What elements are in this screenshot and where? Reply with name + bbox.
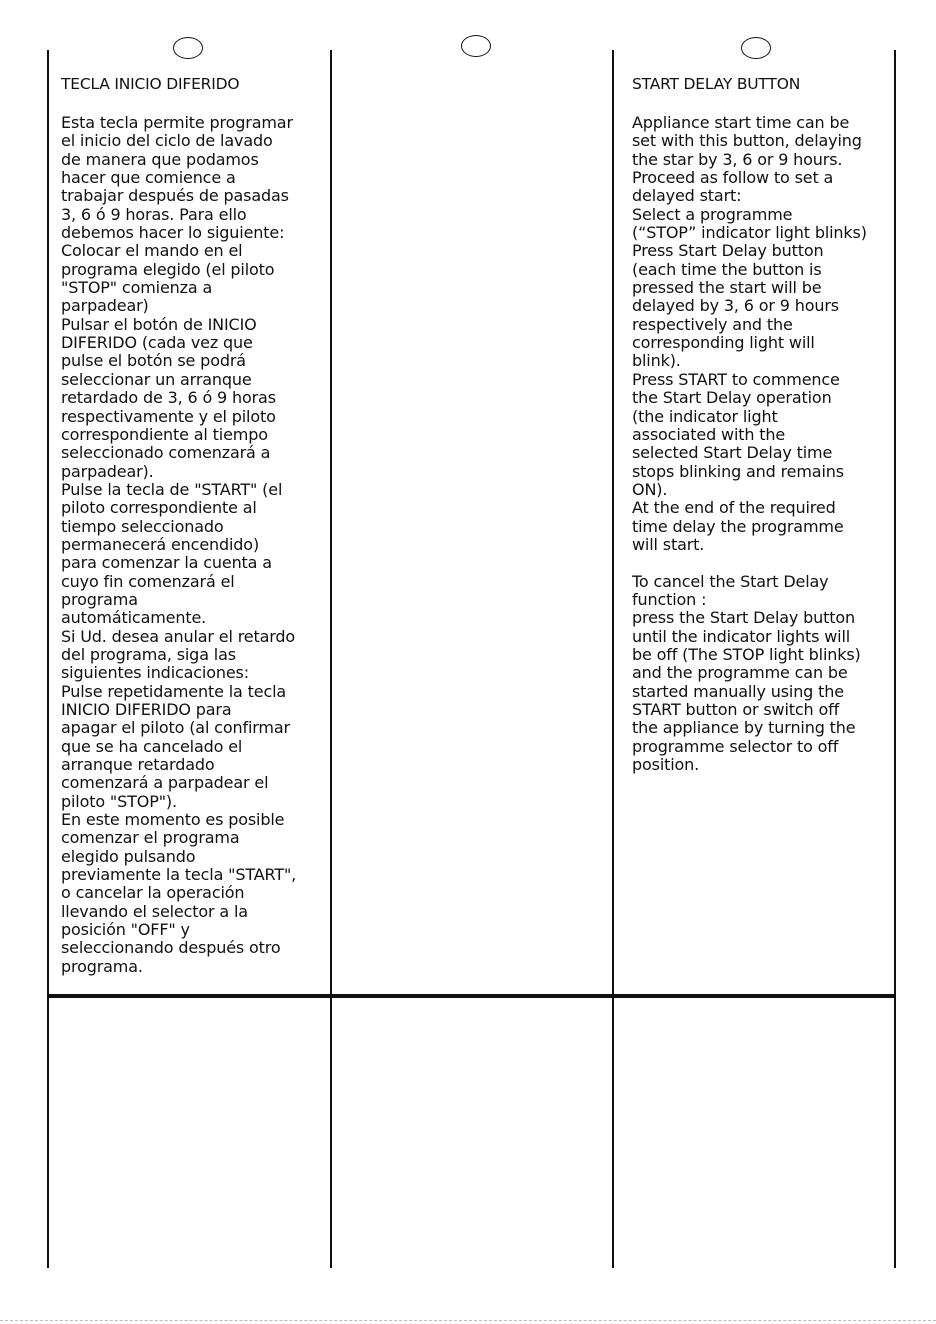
text-line: retardado de 3, 6 ó 9 horas xyxy=(61,388,276,408)
text-line: programa elegido (el piloto xyxy=(61,259,275,279)
text-line: (“STOP” indicator light blinks) xyxy=(632,223,867,243)
text-line: debemos hacer lo siguiente: xyxy=(61,223,285,243)
text-line: permanecerá encendido) xyxy=(61,534,260,554)
text-line: de manera que podamos xyxy=(61,149,259,169)
text-line: cuyo fin comenzará el xyxy=(61,571,235,591)
text-line: the star by 3, 6 or 9 hours. xyxy=(632,149,843,169)
text-line: Pulsar el botón de INICIO xyxy=(61,314,257,334)
horizontal-rule xyxy=(47,994,896,998)
text-line: and the programme can be xyxy=(632,663,848,683)
text-line: corresponding light will xyxy=(632,333,815,353)
page-bottom-edge xyxy=(0,1320,936,1321)
text-line: delayed by 3, 6 or 9 hours xyxy=(632,296,839,316)
text-line: programa. xyxy=(61,956,143,976)
text-line: Pulse repetidamente la tecla xyxy=(61,681,287,701)
text-line: comenzar el programa xyxy=(61,828,240,848)
text-line: Esta tecla permite programar xyxy=(61,113,293,132)
text-line: delayed start: xyxy=(632,186,742,206)
text-line: will start. xyxy=(632,534,705,554)
text-line: To cancel the Start Delay xyxy=(632,571,829,591)
text-line: Pulse la tecla de "START" (el xyxy=(61,479,283,499)
text-line: seleccionando después otro xyxy=(61,938,281,958)
text-line: tiempo seleccionado xyxy=(61,516,224,536)
text-line: 3, 6 ó 9 horas. Para ello xyxy=(61,204,247,224)
text-line: o cancelar la operación xyxy=(61,883,245,903)
text-line: En este momento es posible xyxy=(61,810,285,830)
text-line: Proceed as follow to set a xyxy=(632,168,834,188)
text-line: (each time the button is xyxy=(632,259,822,279)
text-line: started manually using the xyxy=(632,681,844,701)
section-heading-english: START DELAY BUTTON xyxy=(632,75,801,93)
text-line: parpadear). xyxy=(61,461,154,481)
english-body-instructions xyxy=(632,114,867,554)
text-line: "STOP" comienza a xyxy=(61,278,213,298)
text-line: respectivamente y el piloto xyxy=(61,406,276,426)
text-line: que se ha cancelado el xyxy=(61,736,243,756)
text-line: the Start Delay operation xyxy=(632,388,832,408)
text-line: correspondiente al tiempo xyxy=(61,424,268,444)
paragraph-gap xyxy=(632,554,867,572)
text-line: del programa, siga las xyxy=(61,644,236,664)
text-line: siguientes indicaciones: xyxy=(61,663,249,683)
spanish-section xyxy=(61,74,296,976)
language-marker-oval-left xyxy=(173,37,203,59)
text-line: piloto "STOP"). xyxy=(61,791,177,811)
text-line: seleccionar un arranque xyxy=(61,369,252,389)
text-line: the appliance by turning the xyxy=(632,718,856,738)
text-line: Si Ud. desea anular el retardo xyxy=(61,626,296,646)
text-line: Select a programme xyxy=(632,204,793,224)
text-line: programme selector to off xyxy=(632,736,839,756)
text-line: seleccionado comenzará a xyxy=(61,443,271,463)
text-line: press the Start Delay button xyxy=(632,608,856,628)
english-section xyxy=(632,74,867,774)
text-line: Press START to commence xyxy=(632,369,840,389)
language-marker-oval-right xyxy=(741,37,771,59)
section-heading-spanish: TECLA INICIO DIFERIDO xyxy=(61,75,240,93)
text-line: DIFERIDO (cada vez que xyxy=(61,333,253,353)
text-line: (the indicator light xyxy=(632,406,778,426)
text-line: para comenzar la cuenta a xyxy=(61,553,272,573)
column-divider-middle-right xyxy=(612,50,614,1268)
text-line: function : xyxy=(632,589,707,609)
text-line: parpadear) xyxy=(61,296,149,316)
text-line: automáticamente. xyxy=(61,608,207,628)
text-line: pressed the start will be xyxy=(632,278,822,298)
text-line: until the indicator lights will xyxy=(632,626,851,646)
text-line: llevando el selector a la xyxy=(61,901,248,921)
text-line: START button or switch off xyxy=(632,700,840,719)
column-divider-right xyxy=(894,50,896,1268)
spanish-body xyxy=(61,114,296,976)
text-line: posición "OFF" y xyxy=(61,920,190,940)
text-line: INICIO DIFERIDO para xyxy=(61,700,232,719)
text-line: selected Start Delay time xyxy=(632,443,833,463)
text-line: arranque retardado xyxy=(61,755,215,775)
text-line: set with this button, delaying xyxy=(632,131,862,151)
text-line: el inicio del ciclo de lavado xyxy=(61,131,273,151)
text-line: comenzará a parpadear el xyxy=(61,773,269,793)
text-line: stops blinking and remains xyxy=(632,461,844,481)
text-line: Appliance start time can be xyxy=(632,113,850,132)
text-line: previamente la tecla "START", xyxy=(61,865,297,885)
text-line: trabajar después de pasadas xyxy=(61,186,289,206)
column-divider-left xyxy=(47,50,49,1268)
text-line: be off (The STOP light blinks) xyxy=(632,644,861,664)
language-marker-oval-middle xyxy=(461,35,491,57)
text-line: time delay the programme xyxy=(632,516,844,536)
text-line: respectively and the xyxy=(632,314,793,334)
text-line: pulse el botón se podrá xyxy=(61,351,246,371)
text-line: elegido pulsando xyxy=(61,846,196,866)
text-line: At the end of the required xyxy=(632,498,836,518)
text-line: programa xyxy=(61,589,138,609)
text-line: apagar el piloto (al confirmar xyxy=(61,718,290,738)
english-body-cancel xyxy=(632,573,867,775)
text-line: hacer que comience a xyxy=(61,168,236,188)
column-divider-middle-left xyxy=(330,50,332,1268)
text-line: position. xyxy=(632,755,700,775)
text-line: blink). xyxy=(632,351,681,371)
text-line: associated with the xyxy=(632,424,786,444)
text-line: ON). xyxy=(632,479,668,499)
text-line: piloto correspondiente al xyxy=(61,498,257,518)
text-line: Press Start Delay button xyxy=(632,241,824,261)
text-line: Colocar el mando en el xyxy=(61,241,243,261)
